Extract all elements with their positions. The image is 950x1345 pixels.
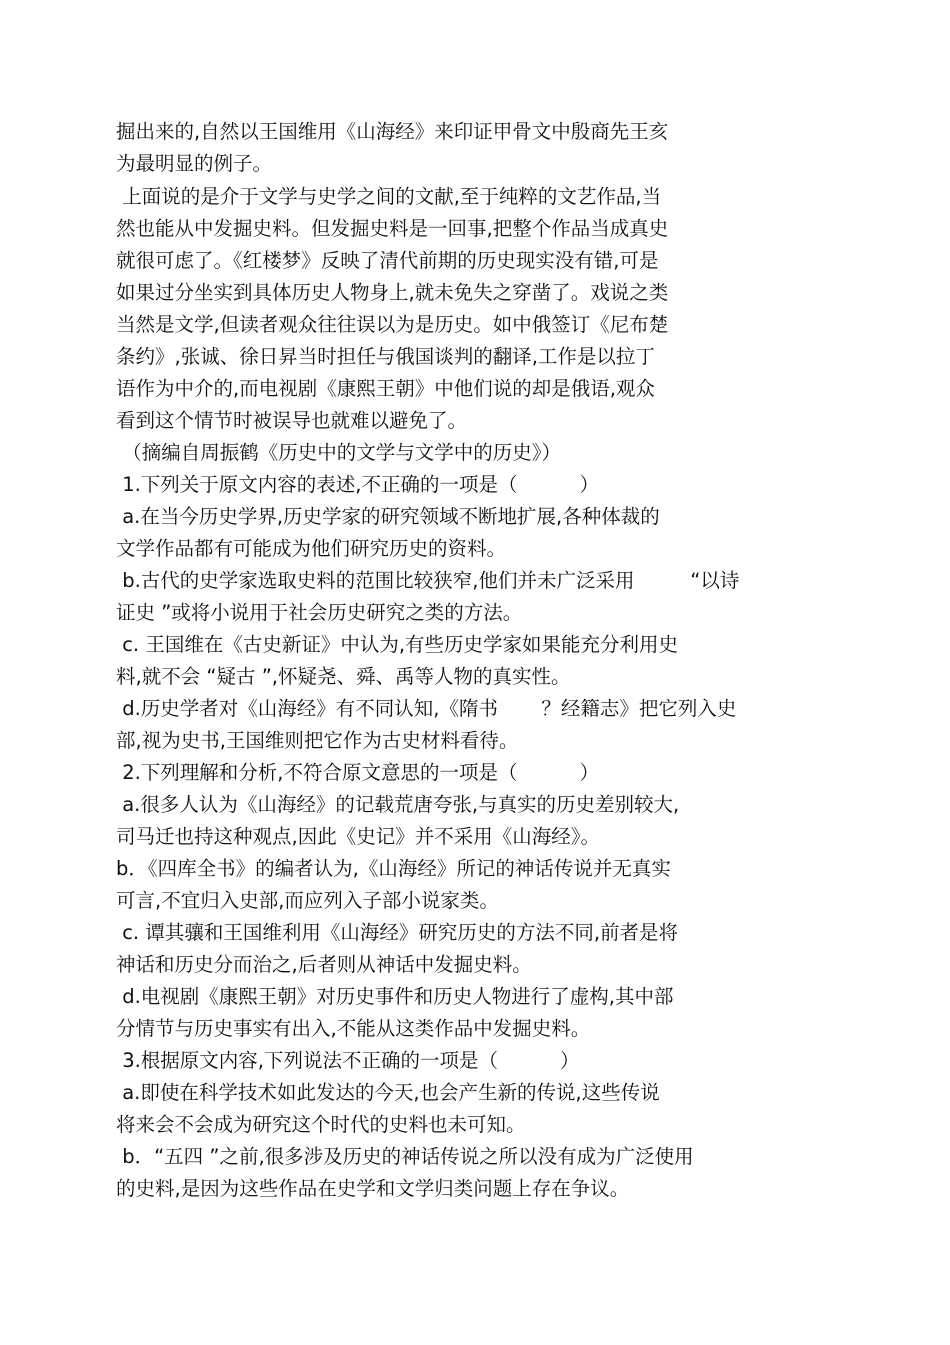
text-line: 掘出来的,自然以王国维用《山海经》来印证甲骨文中殷商先王亥 xyxy=(116,120,669,143)
text-line: 分情节与历史事实有出入,不能从这类作品中发掘史料。 xyxy=(116,1017,591,1040)
text-line: 可言,不宜归入史部,而应列入子部小说家类。 xyxy=(116,889,499,912)
text-line: 看到这个情节时被误导也就难以避免了。 xyxy=(116,409,468,432)
text-line: 然也能从中发掘史料。但发掘史料是一回事,把整个作品当成真史 xyxy=(116,217,669,240)
text-line: 当然是文学,但读者观众往往误以为是历史。如中俄签订《尼布楚 xyxy=(116,313,669,336)
question-stem: 1.下列关于原文内容的表述,不正确的一项是（ ） xyxy=(116,473,599,496)
question-stem: 2.下列理解和分析,不符合原文意思的一项是（ ） xyxy=(116,761,599,784)
source-citation: （摘编自周振鹤《历史中的文学与文学中的历史》） xyxy=(116,441,561,464)
answer-option: a.即使在科学技术如此发达的今天,也会产生新的传说,这些传说 xyxy=(116,1081,660,1104)
text-line: 神话和历史分而治之,后者则从神话中发掘史料。 xyxy=(116,953,532,976)
answer-option: b．《四库全书》的编者认为,《山海经》所记的神话传说并无真实 xyxy=(116,857,671,880)
text-line: 司马迁也持这种观点,因此《史记》并不采用《山海经》。 xyxy=(116,825,600,848)
text-line: 如果过分坐实到具体历史人物身上,就未免失之穿凿了。戏说之类 xyxy=(116,281,669,304)
answer-option: c. 谭其骧和王国维利用《山海经》研究历史的方法不同,前者是将 xyxy=(116,921,679,944)
text-line: 上面说的是介于文学与史学之间的文献,至于纯粹的文艺作品,当 xyxy=(116,185,662,208)
answer-option: c. 王国维在《古史新证》中认为,有些历史学家如果能充分利用史 xyxy=(116,633,679,656)
answer-option: b．“五四 ”之前,很多涉及历史的神话传说之所以没有成为广泛使用 xyxy=(116,1145,694,1168)
text-line: 证史 ”或将小说用于社会历史研究之类的方法。 xyxy=(116,601,523,624)
answer-option: a.在当今历史学界,历史学家的研究领域不断地扩展,各种体裁的 xyxy=(116,505,660,528)
question-stem: 3.根据原文内容,下列说法不正确的一项是（ ） xyxy=(116,1049,580,1072)
answer-option: d.历史学者对《山海经》有不同认知,《隋书 ？经籍志》把它列入史 xyxy=(116,697,737,720)
text-line: 文学作品都有可能成为他们研究历史的资料。 xyxy=(116,537,507,560)
answer-option: d.电视剧《康熙王朝》对历史事件和历史人物进行了虚构,其中部 xyxy=(116,985,674,1008)
text-line: 将来会不会成为研究这个时代的史料也未可知。 xyxy=(116,1113,526,1136)
text-line: 料,就不会 “疑古 ”,怀疑尧、舜、禹等人物的真实性。 xyxy=(116,665,571,688)
answer-option: a.很多人认为《山海经》的记载荒唐夸张,与真实的历史差别较大, xyxy=(116,793,680,816)
text-line: 语作为中介的,而电视剧《康熙王朝》中他们说的却是俄语,观众 xyxy=(116,377,655,400)
text-line: 部,视为史书,王国维则把它作为古史材料看待。 xyxy=(116,729,519,752)
text-line: 就很可虑了。《红楼梦》反映了清代前期的历史现实没有错,可是 xyxy=(116,249,659,272)
text-line: 条约》,张诚、徐日昇当时担任与俄国谈判的翻译,工作是以拉丁 xyxy=(116,345,655,368)
text-line: 的史料,是因为这些作品在史学和文学归类问题上存在争议。 xyxy=(116,1177,630,1200)
text-line: 为最明显的例子。 xyxy=(116,152,273,175)
answer-option: b.古代的史学家选取史料的范围比较狭窄,他们并未广泛采用 “以诗 xyxy=(116,569,740,592)
